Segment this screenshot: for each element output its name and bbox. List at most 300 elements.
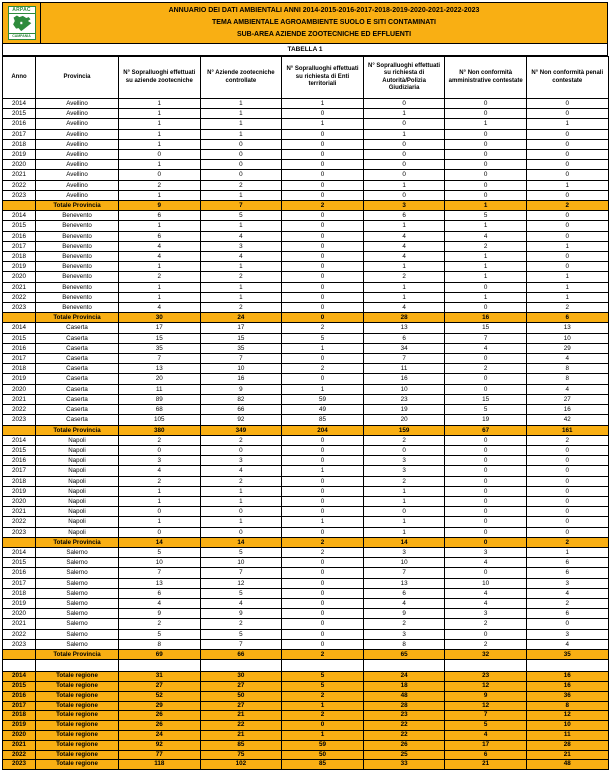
value-cell: 1 (445, 292, 527, 302)
year-cell: 2021 (3, 619, 36, 629)
value-cell: 204 (282, 425, 364, 435)
province-cell: Napoli (36, 517, 119, 527)
year-cell: 2016 (3, 343, 36, 353)
value-cell: 7 (119, 568, 201, 578)
value-cell: 2 (200, 180, 282, 190)
value-cell: 7 (363, 354, 445, 364)
value-cell: 0 (200, 150, 282, 160)
value-cell: 3 (363, 629, 445, 639)
value-cell: 0 (526, 517, 608, 527)
value-cell: 2 (282, 547, 364, 557)
value-cell: 0 (526, 466, 608, 476)
year-cell: 2014 (3, 435, 36, 445)
region-total-row (3, 681, 609, 691)
year-cell: 2017 (3, 466, 36, 476)
province-data-row (3, 456, 609, 466)
province-cell: Avellino (36, 99, 119, 109)
value-cell: 67 (445, 425, 527, 435)
value-cell: 4 (200, 466, 282, 476)
value-cell: 1 (119, 486, 201, 496)
value-cell: 0 (445, 109, 527, 119)
value-cell: 1 (282, 343, 364, 353)
province-data-row (3, 527, 609, 537)
year-cell: 2023 (3, 415, 36, 425)
year-cell (3, 313, 36, 323)
value-cell: 0 (282, 170, 364, 180)
value-cell: 1 (363, 496, 445, 506)
value-cell: 0 (282, 160, 364, 170)
province-data-row (3, 364, 609, 374)
value-cell: 21 (526, 750, 608, 760)
value-cell: 0 (282, 507, 364, 517)
title-banner (2, 2, 608, 44)
value-cell: 0 (119, 507, 201, 517)
year-cell: 2020 (3, 272, 36, 282)
province-data-row (3, 415, 609, 425)
year-cell: 2018 (3, 476, 36, 486)
value-cell: 19 (445, 415, 527, 425)
year-cell: 2022 (3, 405, 36, 415)
value-cell: 8 (119, 639, 201, 649)
value-cell: 0 (445, 496, 527, 506)
year-cell: 2017 (3, 701, 36, 711)
year-cell: 2020 (3, 384, 36, 394)
province-cell: Napoli (36, 445, 119, 455)
value-cell: 10 (526, 721, 608, 731)
value-cell: 5 (282, 333, 364, 343)
province-data-row (3, 252, 609, 262)
region-label: Totale regione (36, 691, 119, 701)
province-data-row (3, 578, 609, 588)
value-cell: 2 (363, 619, 445, 629)
value-cell: 1 (119, 109, 201, 119)
province-cell: Benevento (36, 241, 119, 251)
value-cell: 27 (526, 394, 608, 404)
year-cell: 2016 (3, 231, 36, 241)
column-header-non-conformita-penali: N° Non conformità penali contestate (526, 57, 608, 99)
value-cell: 1 (119, 160, 201, 170)
year-cell: 2015 (3, 445, 36, 455)
value-cell: 59 (282, 740, 364, 750)
value-cell: 48 (363, 691, 445, 701)
value-cell: 3 (200, 241, 282, 251)
value-cell: 5 (200, 629, 282, 639)
province-data-row (3, 619, 609, 629)
value-cell: 6 (119, 588, 201, 598)
value-cell: 89 (119, 394, 201, 404)
province-total-row (3, 201, 609, 211)
value-cell: 19 (363, 405, 445, 415)
year-cell: 2014 (3, 99, 36, 109)
value-cell: 2 (282, 364, 364, 374)
province-cell: Salerno (36, 547, 119, 557)
value-cell: 2 (363, 435, 445, 445)
value-cell: 1 (282, 466, 364, 476)
value-cell: 9 (200, 609, 282, 619)
total-label: Totale Provincia (36, 649, 119, 659)
value-cell: 9 (445, 691, 527, 701)
year-cell: 2016 (3, 691, 36, 701)
value-cell: 161 (526, 425, 608, 435)
value-cell: 102 (200, 760, 282, 770)
province-cell: Benevento (36, 211, 119, 221)
value-cell: 75 (200, 750, 282, 760)
province-data-row (3, 568, 609, 578)
value-cell: 0 (526, 252, 608, 262)
value-cell: 0 (526, 445, 608, 455)
year-cell (3, 537, 36, 547)
value-cell: 1 (282, 384, 364, 394)
province-data-row (3, 435, 609, 445)
year-cell: 2020 (3, 496, 36, 506)
year-cell: 2022 (3, 292, 36, 302)
value-cell: 0 (445, 537, 527, 547)
value-cell: 22 (363, 730, 445, 740)
year-cell: 2019 (3, 721, 36, 731)
value-cell: 2 (200, 619, 282, 629)
value-cell: 2 (526, 537, 608, 547)
value-cell: 0 (526, 507, 608, 517)
value-cell: 0 (445, 466, 527, 476)
province-cell: Napoli (36, 496, 119, 506)
value-cell: 24 (119, 730, 201, 740)
year-cell: 2014 (3, 672, 36, 682)
province-data-row (3, 323, 609, 333)
value-cell: 5 (282, 672, 364, 682)
value-cell: 0 (526, 486, 608, 496)
province-cell: Caserta (36, 364, 119, 374)
year-cell: 2015 (3, 109, 36, 119)
value-cell: 0 (445, 486, 527, 496)
value-cell: 0 (363, 160, 445, 170)
year-cell: 2020 (3, 609, 36, 619)
province-data-row (3, 129, 609, 139)
province-data-row (3, 547, 609, 557)
year-cell (3, 425, 36, 435)
year-cell: 2017 (3, 578, 36, 588)
empty-cell (363, 660, 445, 672)
value-cell: 5 (282, 681, 364, 691)
value-cell: 27 (200, 701, 282, 711)
year-cell: 2021 (3, 394, 36, 404)
value-cell: 0 (526, 129, 608, 139)
province-cell: Napoli (36, 507, 119, 517)
value-cell: 27 (200, 681, 282, 691)
value-cell: 5 (200, 547, 282, 557)
value-cell: 0 (282, 129, 364, 139)
value-cell: 1 (200, 190, 282, 200)
year-cell: 2018 (3, 252, 36, 262)
value-cell: 6 (363, 588, 445, 598)
value-cell: 6 (526, 568, 608, 578)
value-cell: 9 (363, 609, 445, 619)
value-cell: 15 (445, 394, 527, 404)
value-cell: 0 (526, 476, 608, 486)
year-cell: 2020 (3, 730, 36, 740)
value-cell: 0 (282, 445, 364, 455)
value-cell: 59 (282, 394, 364, 404)
province-total-row (3, 537, 609, 547)
value-cell: 11 (119, 384, 201, 394)
banner-title-line-1: ANNUARIO DEI DATI AMBIENTALI ANNI 2014-2015-2016-2017-2018-2019-2020-2021-2022-2023 (168, 7, 480, 14)
value-cell: 48 (526, 760, 608, 770)
province-data-row (3, 496, 609, 506)
value-cell: 5 (119, 629, 201, 639)
region-label: Totale regione (36, 730, 119, 740)
value-cell: 0 (282, 139, 364, 149)
value-cell: 0 (445, 476, 527, 486)
value-cell: 52 (119, 691, 201, 701)
value-cell: 349 (200, 425, 282, 435)
value-cell: 42 (526, 415, 608, 425)
arpac-logo-box (8, 6, 36, 40)
province-cell: Benevento (36, 303, 119, 313)
value-cell: 85 (200, 740, 282, 750)
year-cell: 2017 (3, 354, 36, 364)
year-cell: 2022 (3, 750, 36, 760)
value-cell: 0 (282, 558, 364, 568)
value-cell: 0 (282, 252, 364, 262)
value-cell: 2 (282, 201, 364, 211)
value-cell: 0 (445, 129, 527, 139)
value-cell: 2 (200, 303, 282, 313)
value-cell: 50 (200, 691, 282, 701)
province-data-row (3, 241, 609, 251)
province-cell: Salerno (36, 619, 119, 629)
value-cell: 77 (119, 750, 201, 760)
value-cell: 4 (526, 639, 608, 649)
value-cell: 7 (445, 711, 527, 721)
value-cell: 1 (282, 99, 364, 109)
value-cell: 0 (282, 598, 364, 608)
value-cell: 26 (363, 740, 445, 750)
value-cell: 0 (282, 435, 364, 445)
value-cell: 4 (363, 252, 445, 262)
value-cell: 1 (526, 241, 608, 251)
value-cell: 66 (200, 405, 282, 415)
value-cell: 1 (363, 282, 445, 292)
province-data-row (3, 639, 609, 649)
value-cell: 0 (526, 170, 608, 180)
value-cell: 24 (363, 672, 445, 682)
value-cell: 7 (200, 639, 282, 649)
value-cell: 0 (526, 109, 608, 119)
year-cell: 2015 (3, 221, 36, 231)
province-cell: Caserta (36, 384, 119, 394)
value-cell: 8 (526, 364, 608, 374)
province-data-row (3, 394, 609, 404)
province-cell: Napoli (36, 476, 119, 486)
value-cell: 4 (119, 303, 201, 313)
value-cell: 0 (282, 180, 364, 190)
value-cell: 0 (282, 496, 364, 506)
value-cell: 0 (526, 139, 608, 149)
value-cell: 0 (445, 445, 527, 455)
value-cell: 2 (200, 272, 282, 282)
value-cell: 0 (445, 374, 527, 384)
province-data-row (3, 507, 609, 517)
value-cell: 0 (363, 119, 445, 129)
empty-cell (526, 660, 608, 672)
value-cell: 1 (119, 129, 201, 139)
value-cell: 0 (526, 262, 608, 272)
province-data-row (3, 170, 609, 180)
value-cell: 1 (200, 109, 282, 119)
value-cell: 0 (282, 221, 364, 231)
value-cell: 1 (119, 517, 201, 527)
banner-titles (41, 3, 607, 43)
value-cell: 5 (445, 211, 527, 221)
value-cell: 30 (119, 313, 201, 323)
column-header-non-conformita-amministrative: N° Non conformità amministrative contestate (445, 57, 527, 99)
province-cell: Avellino (36, 150, 119, 160)
province-data-row (3, 211, 609, 221)
value-cell: 27 (119, 681, 201, 691)
value-cell: 0 (363, 170, 445, 180)
value-cell: 0 (445, 282, 527, 292)
arpac-logo-region-text: CAMPANIA (9, 33, 35, 38)
province-cell: Caserta (36, 405, 119, 415)
value-cell: 13 (363, 323, 445, 333)
value-cell: 7 (363, 568, 445, 578)
region-label: Totale regione (36, 701, 119, 711)
value-cell: 1 (445, 272, 527, 282)
province-data-row (3, 292, 609, 302)
province-cell: Benevento (36, 252, 119, 262)
value-cell: 36 (526, 691, 608, 701)
value-cell: 2 (445, 241, 527, 251)
value-cell: 4 (445, 730, 527, 740)
value-cell: 16 (526, 672, 608, 682)
value-cell: 0 (445, 517, 527, 527)
province-cell: Salerno (36, 578, 119, 588)
province-cell: Benevento (36, 292, 119, 302)
value-cell: 10 (200, 558, 282, 568)
value-cell: 0 (282, 721, 364, 731)
value-cell: 0 (282, 292, 364, 302)
empty-cell (36, 660, 119, 672)
value-cell: 0 (363, 139, 445, 149)
value-cell: 4 (363, 303, 445, 313)
value-cell: 0 (200, 139, 282, 149)
value-cell: 4 (119, 466, 201, 476)
province-data-row (3, 221, 609, 231)
total-label: Totale Provincia (36, 425, 119, 435)
year-cell: 2021 (3, 282, 36, 292)
value-cell: 0 (526, 619, 608, 629)
value-cell: 23 (445, 672, 527, 682)
value-cell: 1 (363, 221, 445, 231)
value-cell: 22 (363, 721, 445, 731)
value-cell: 0 (282, 231, 364, 241)
value-cell: 1 (200, 486, 282, 496)
value-cell: 10 (363, 384, 445, 394)
province-data-row (3, 160, 609, 170)
value-cell: 3 (119, 456, 201, 466)
province-cell: Benevento (36, 282, 119, 292)
value-cell: 6 (363, 211, 445, 221)
region-total-row (3, 750, 609, 760)
region-total-row (3, 701, 609, 711)
value-cell: 0 (526, 150, 608, 160)
province-cell: Salerno (36, 609, 119, 619)
province-data-row (3, 262, 609, 272)
province-cell: Caserta (36, 394, 119, 404)
value-cell: 0 (445, 150, 527, 160)
value-cell: 1 (200, 262, 282, 272)
value-cell: 0 (363, 190, 445, 200)
region-total-row (3, 691, 609, 701)
value-cell: 0 (445, 190, 527, 200)
province-data-row (3, 180, 609, 190)
value-cell: 5 (119, 547, 201, 557)
year-cell: 2014 (3, 211, 36, 221)
value-cell: 1 (363, 129, 445, 139)
province-data-row (3, 466, 609, 476)
empty-cell (445, 660, 527, 672)
column-header-sopralluoghi-autorita: N° Sopralluoghi effettuati su richiesta di Autorità/Polizia Giudiziaria (363, 57, 445, 99)
value-cell: 0 (282, 272, 364, 282)
value-cell: 15 (200, 333, 282, 343)
value-cell: 4 (119, 598, 201, 608)
value-cell: 10 (445, 578, 527, 588)
value-cell: 50 (282, 750, 364, 760)
value-cell: 380 (119, 425, 201, 435)
value-cell: 12 (526, 711, 608, 721)
value-cell: 0 (282, 639, 364, 649)
value-cell: 16 (363, 374, 445, 384)
value-cell: 1 (200, 496, 282, 506)
column-header-sopralluoghi-enti: N° Sopralluoghi effettuati su richiesta di Enti territoriali (282, 57, 364, 99)
province-cell: Benevento (36, 262, 119, 272)
value-cell: 29 (526, 343, 608, 353)
value-cell: 20 (119, 374, 201, 384)
value-cell: 2 (200, 476, 282, 486)
value-cell: 4 (119, 241, 201, 251)
province-cell: Salerno (36, 568, 119, 578)
value-cell: 4 (200, 252, 282, 262)
value-cell: 34 (363, 343, 445, 353)
value-cell: 1 (282, 701, 364, 711)
value-cell: 0 (282, 476, 364, 486)
value-cell: 18 (363, 681, 445, 691)
province-cell: Napoli (36, 466, 119, 476)
value-cell: 23 (363, 394, 445, 404)
year-cell: 2018 (3, 588, 36, 598)
value-cell: 4 (526, 384, 608, 394)
value-cell: 16 (526, 681, 608, 691)
province-cell: Salerno (36, 598, 119, 608)
value-cell: 28 (363, 701, 445, 711)
province-cell: Avellino (36, 119, 119, 129)
value-cell: 25 (363, 750, 445, 760)
value-cell: 2 (526, 598, 608, 608)
value-cell: 17 (200, 323, 282, 333)
value-cell: 2 (363, 476, 445, 486)
value-cell: 0 (282, 619, 364, 629)
campania-map-icon (11, 14, 33, 33)
year-cell: 2016 (3, 456, 36, 466)
value-cell: 5 (200, 211, 282, 221)
value-cell: 0 (445, 160, 527, 170)
year-cell: 2022 (3, 517, 36, 527)
year-cell: 2014 (3, 547, 36, 557)
value-cell: 4 (526, 354, 608, 364)
province-cell: Salerno (36, 629, 119, 639)
value-cell: 3 (526, 578, 608, 588)
value-cell: 3 (363, 547, 445, 557)
column-header-row (3, 57, 609, 99)
